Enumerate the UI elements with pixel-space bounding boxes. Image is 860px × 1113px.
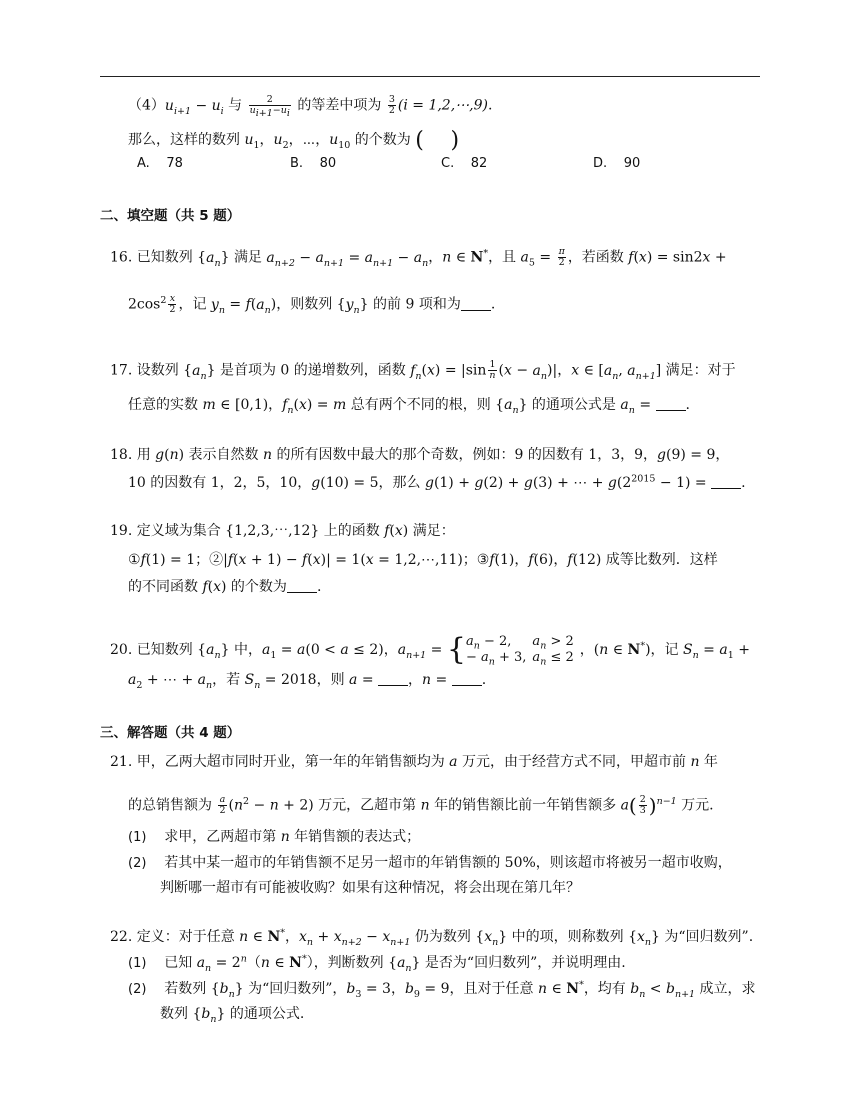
q22-sub-2-cont: 数列 $\{b_n\}$ 的通项公式. — [160, 1006, 305, 1025]
q19-line-1: 19. 定义域为集合 {1,2,3,⋯,12} 上的函数 f(x) 满足： — [110, 523, 455, 539]
q15-option-c[interactable]: C. 82 — [441, 156, 488, 171]
q21-line-1: 21. 甲，乙两大超市同时开业，第一年的年销售额均为 a 万元，由于经营方式不同，甲超市前 n 年 — [110, 754, 718, 770]
q21-sub-2-cont: 判断哪一超市有可能被收购？如果有这种情况，将会出现在第几年？ — [160, 880, 580, 896]
q15-option-d[interactable]: D. 90 — [593, 156, 641, 171]
q20-answer-blank-a[interactable] — [378, 673, 408, 686]
q16-answer-blank[interactable] — [461, 298, 491, 311]
q17-line-1: 17. 设数列 $\{a_n\}$ 是首项为 0 的递增数列，函数 $f_n(x) = |\sin$ $\frac{1}{n}$ $(x - a_n)|$，x ∈ [$a_n$, $a_{n+1}$] 满足：对于 — [110, 359, 736, 382]
q18-line-2: 10 的因数有 1，2，5，10，g(10) = 5，那么 g(1) + g(2) + g(3) + ⋯ + $g(2^{2015} - 1)$ = . — [128, 473, 746, 491]
q19-line-3: 的不同函数 f(x) 的个数为 . — [128, 579, 322, 595]
q15-condition-4: $(4)u_{i+1} - u_i$ 与 $\frac{2}{u_{i+1}-u_i}$ 的等差中项为 $\frac{3}{2}$ (i = 1,2,⋯,9). — [128, 94, 493, 119]
q15-question: 那么，这样的数列 $u_1$，$u_2$，⋯，$u_{10}$ 的个数为 ( ) — [128, 128, 460, 153]
q20-line-1: 20. 已知数列 $\{a_n\}$ 中，$a_1 = a(0 < a \le 2)$，$a_{n+1}$ = { $a_n - 2$, $a_n > 2$ − $a_n + 3$, $a_n \le 2$ ，(n ∈ N*)，记 $S_n = a_1$ + — [110, 632, 750, 668]
q22-sub-1: (1) 已知 $a_n = 2^n(n$ ∈ N*），判断数列 $\{a_n\}$ 是否为“回归数列”，并说明理由. — [128, 953, 626, 974]
q21-sub-2: (2) 若其中某一超市的年销售额不足另一超市的年销售额的 50%，则该超市将被另一超市收购， — [128, 855, 732, 871]
q17-answer-blank[interactable] — [656, 398, 686, 411]
q20-answer-blank-n[interactable] — [452, 673, 482, 686]
q22-line-1: 22. 定义：对于任意 n ∈ N*，$x_n + x_{n+2} - x_{n+1}$ 仍为数列 $\{x_n\}$ 中的项，则称数列 $\{x_n\}$ 为“回归数列”. — [110, 927, 754, 948]
q16-line-1: 16. 已知数列 $\{a_n\}$ 满足 $a_{n+2} - a_{n+1} = a_{n+1} - a_n$，n ∈ N*，且 $a_5$ = $\frac{\pi}{2}$ ，若函数 f(x) = sin2x + — [110, 246, 727, 269]
q19-line-2: ①f(1) = 1；②|f(x + 1) − f(x)| = 1(x = 1,2,⋯,11)；③f(1)，f(6)，f(12) 成等比数列．这样 — [128, 552, 718, 568]
q15-option-a[interactable]: A. 78 — [137, 156, 183, 171]
q21-sub-1: (1) 求甲，乙两超市第 n 年销售额的表达式； — [128, 829, 421, 845]
q19-answer-blank[interactable] — [287, 580, 317, 593]
q22-sub-2: (2) 若数列 $\{b_n\}$ 为“回归数列”，$b_3 = 3$，$b_9 = 9$，且对于任意 n ∈ N*，均有 $b_n < b_{n+1}$ 成立，求 — [128, 979, 756, 1000]
q18-answer-blank[interactable] — [711, 476, 741, 489]
q15-option-b[interactable]: B. 80 — [290, 156, 337, 171]
q16-line-2: $2\cos^2$ $\frac{x}{2}$ ，记 $y_n = f(a_n)$，则数列 $\{y_n\}$ 的前 9 项和为 . — [128, 293, 496, 316]
section-title-solve: 三、解答题（共 4 题） — [100, 725, 241, 741]
q18-line-1: 18. 用 g(n) 表示自然数 n 的所有因数中最大的那个奇数，例如：9 的因数有 1，3，9，g(9) = 9， — [110, 447, 730, 463]
q21-line-2: 的总销售额为 $\frac{a}{2}$ $(n^2 - n + 2)$ 万元，乙超市第 n 年的销售额比前一年销售额多 a( $\frac{2}{3}$ )$^{n-1}$ 万元. — [128, 793, 714, 818]
header-rule — [100, 76, 760, 77]
section-title-fill-blank: 二、填空题（共 5 题） — [100, 208, 241, 224]
q20-line-2: $a_2$ + ⋯ + $a_n$，若 $S_n = 2018$，则 a = ，n = . — [128, 672, 487, 691]
q17-line-2: 任意的实数 m ∈ [0,1)，$f_n(x) = m$ 总有两个不同的根，则 $\{a_n\}$ 的通项公式是 $a_n$ = . — [128, 397, 690, 416]
